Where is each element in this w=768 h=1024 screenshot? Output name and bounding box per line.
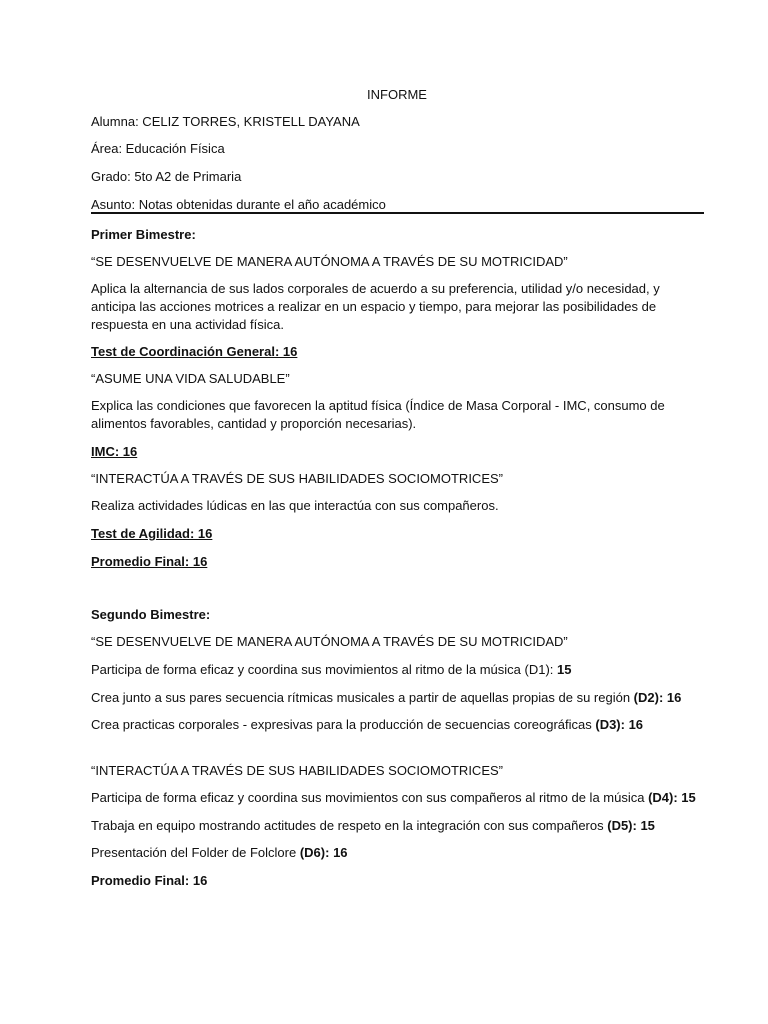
first-term-competency-3-description: Realiza actividades lúdicas en las que interactúa con sus compañeros. (91, 498, 499, 513)
item-code: (D6): (299, 845, 330, 860)
item-text: Participa de forma eficaz y coordina sus movimientos al ritmo de la música (D1): (91, 662, 558, 677)
second-term-competency-2-title: “INTERACTÚA A TRAVÉS DE SUS HABILIDADES SOCIOMOTRICES” (91, 763, 503, 778)
first-term-competency-2-description: Explica las condiciones que favorecen la aptitud física (Índice de Masa Corporal - IMC, consumo de alimentos favorables, cantidad y proporción necesarias). (91, 398, 665, 431)
item-grade: 15 (636, 818, 655, 833)
item-code: (D3): (595, 717, 625, 732)
item-grade: 16 (663, 690, 682, 705)
first-term-competency-1-grade: Test de Coordinación General: 16 (91, 344, 298, 359)
item-grade: 15 (557, 662, 572, 677)
second-term-item-d2 (91, 689, 681, 706)
item-code: (D5): (607, 818, 637, 833)
first-term-final-average: Promedio Final: 16 (91, 554, 208, 569)
header-divider (91, 212, 704, 214)
first-term-competency-2-title: “ASUME UNA VIDA SALUDABLE” (91, 371, 290, 386)
first-term-competency-3-grade: Test de Agilidad: 16 (91, 526, 213, 541)
subject-area: Área: Educación Física (91, 141, 225, 156)
item-text: Participa de forma eficaz y coordina sus movimientos con sus compañeros al ritmo de la música (91, 790, 649, 805)
first-term-competency-3-title: “INTERACTÚA A TRAVÉS DE SUS HABILIDADES SOCIOMOTRICES” (91, 471, 503, 486)
first-term-competency-2-grade: IMC: 16 (91, 444, 138, 459)
second-term-item-d5 (91, 817, 655, 834)
item-text: Crea practicas corporales - expresivas para la producción de secuencias coreográficas (91, 717, 596, 732)
item-text: Trabaja en equipo mostrando actitudes de respeto en la integración con sus compañeros (91, 818, 608, 833)
second-term-final-average: Promedio Final: 16 (91, 873, 208, 888)
item-text: Presentación del Folder de Folclore (91, 845, 300, 860)
second-term-item-d1 (91, 661, 571, 678)
report-title: INFORME (367, 87, 427, 102)
item-code: (D4): (648, 790, 678, 805)
student-name: Alumna: CELIZ TORRES, KRISTELL DAYANA (91, 114, 360, 129)
item-grade: 16 (624, 717, 644, 732)
report-subject: Asunto: Notas obtenidas durante el año académico (91, 197, 386, 212)
item-grade: 16 (329, 845, 348, 860)
first-term-competency-1-title: “SE DESENVUELVE DE MANERA AUTÓNOMA A TRAVÉS DE SU MOTRICIDAD” (91, 254, 568, 269)
item-code: (D2): (633, 690, 664, 705)
second-term-item-d6 (91, 844, 348, 861)
second-term-competency-1-title: “SE DESENVUELVE DE MANERA AUTÓNOMA A TRAVÉS DE SU MOTRICIDAD” (91, 634, 568, 649)
first-term-competency-1-description: Aplica la alternancia de sus lados corporales de acuerdo a su preferencia, utilidad y/o necesidad, y anticipa las acciones motrices a realizar en un espacio y tiempo, para mejorar las posibilidades de respuesta en una actividad física. (91, 281, 660, 332)
grade-level: Grado: 5to A2 de Primaria (91, 169, 242, 184)
item-grade: 15 (677, 790, 696, 805)
second-term-heading: Segundo Bimestre: (91, 607, 211, 622)
second-term-item-d4 (91, 789, 696, 806)
first-term-heading: Primer Bimestre: (91, 227, 196, 242)
second-term-item-d3 (91, 716, 643, 733)
item-text: Crea junto a sus pares secuencia rítmicas musicales a partir de aquellas propias de su región (91, 690, 634, 705)
